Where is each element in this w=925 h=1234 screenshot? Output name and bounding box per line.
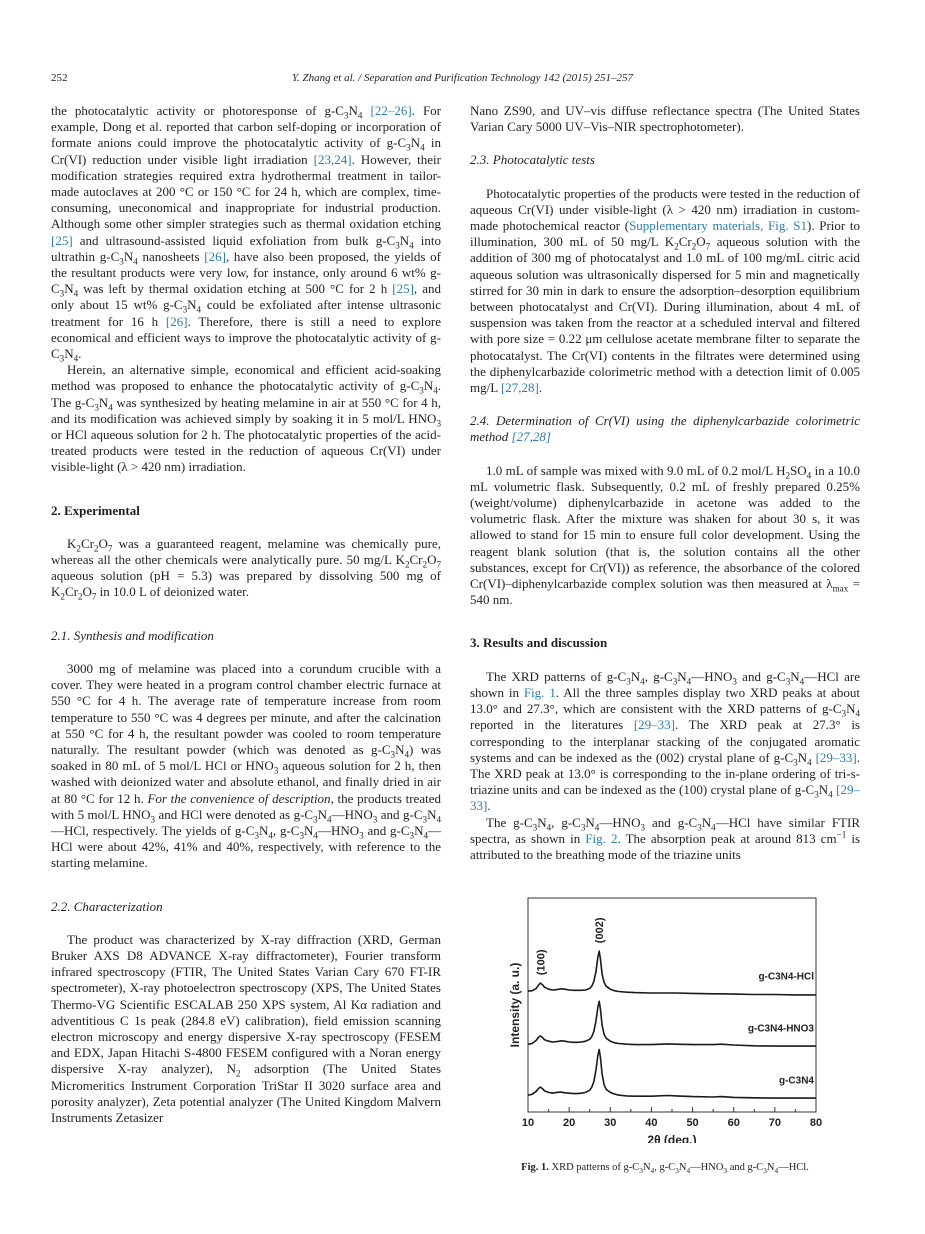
photocatalytic-tests-paragraph: Photocatalytic properties of the products were tested in the reduction of aqueous Cr(VI) under visible-light (λ > 420 nm) irradiation in custom-made photochemical reactor (Supplementary materials, Fig. S1). Prior to illumination, 300 mL of 50 mg/L $K_2Cr_2O_7$ aqueous solution with the addition of 300 mg of photocatalyst and 1.0 mL of 100 mg/mL citric acid aqueous solution was ultrasonically dispersed for 5 min and magnetically stirred for 30 min in dark to ensure the adsorption–desorption equilibrium between photocatalyst and Cr(VI). During illumination, about 4 mL of suspension was taken from the reactor at a scheduled interval and filtered with pore size = 0.22 μm cellulose acetate membrane filter to separate the photocatalyst. The Cr(VI) contents in the filtrates were determined using the diphenylcarbazide colorimetric method with a detection limit of 0.005 mg/L [27,28].: [470, 185, 860, 396]
section-heading-experimental: 2. Experimental: [51, 502, 140, 518]
subsection-heading-synthesis: 2.1. Synthesis and modification: [51, 627, 214, 643]
figure-caption: [470, 1162, 860, 1176]
subsection-heading-photocatalytic-tests: 2.3. Photocatalytic tests: [470, 152, 595, 168]
citation-link[interactable]: [26]: [165, 313, 188, 329]
figure-caption-text: XRD patterns of $g-C_3N_4$, $g-C_3N_4—HNO_3$ and $g-C_3N_4—HCl$.: [548, 1162, 809, 1176]
trace-labels: [748, 972, 815, 1087]
citation-link[interactable]: [29–33]: [815, 749, 857, 765]
peak-labels: [535, 917, 606, 975]
trace-g-c3n4: [528, 1050, 816, 1099]
intro-paragraph-2: Herein, an alternative simple, economical and efficient acid-soaking method was proposed to enhance the photocatalytic activity of $g-C_3N_4$. The $g-C_3N_4$ was synthesized by heating melamine in air at 550 °C for 4 h, and its modification was achieved simply by soaking it in 5 mol/L $HNO_3$ or HCl aqueous solution for 2 h. The photocatalytic properties of the acid-treated products were tested in the reduction of aqueous Cr(VI) under visible-light (λ > 420 nm) irradiation.: [51, 362, 441, 475]
peak-label: (100): [535, 949, 548, 976]
characterization-paragraph-continued: Nano ZS90, and UV–vis diffuse reflectance spectra (The United States Varian Cary 5000 UV–Vis–NIR spectrophotometer).: [470, 103, 860, 135]
page-number: 252: [51, 72, 68, 84]
results-paragraph-1: The XRD patterns of $g-C_3N_4$, $g-C_3N_4—HNO_3$ and $g-C_3N_4—HCl$ are shown in Fig. 1. All the three samples display two XRD peaks at about 13.0° and 27.3°, which are consistent with the XRD patterns of $g-C_3N_4$ reported in the literatures [29–33]. The XRD peak at 27.3° is corresponding to the interplanar stacking of the conjugated aromatic systems and can be indexed as the (002) crystal plane of $g-C_3N_4$ [29–33]. The XRD peak at 13.0° is corresponding to the in-plane ordering of tri-s-triazine units and can be indexed as the (100) crystal plane of $g-C_3N_4$ [29–33].: [470, 668, 861, 814]
x-tick-label: 70: [768, 1117, 781, 1129]
citation-link[interactable]: [22–26]: [370, 103, 412, 118]
figure-caption-label: Fig. 1.: [521, 1162, 549, 1173]
intro-paragraph-1: the photocatalytic activity or photoresponse of $g-C_3N_4$ [22–26]. For example, Dong et al. reported that carbon self-doping or incorporation of formate anions could improve the photocatalytic activity of $g-C_3N_4$ in Cr(VI) reduction under visible light irradiation [23,24]. However, their modification strategies required extra hydrothermal treatment in tailor-made autoclaves at 200 °C or 150 °C for 24 h, which are complex, time-consuming, uneconomical and inappropriate for industrial production. Although some other simpler strategies such as thermal oxidation etching [25] and ultrasound-assisted liquid exfoliation from bulk $g-C_3N_4$ into ultrathin $g-C_3N_4$ nanosheets [26], have also been proposed, the yields of the resultant products were very low, for instance, only around 6 wt% $g-C_3N_4$ was left by thermal oxidation etching at 500 °C for 2 h [25], and only about 15 wt% $g-C_3N_4$ could be exfoliated after intense ultrasonic treatment for 16 h [26]. Therefore, there is still a need to explore economical and efficient ways to improve the photocatalytic activity of $g-C_3N_4$.: [51, 103, 442, 364]
subsection-heading-characterization: 2.2. Characterization: [51, 898, 163, 914]
x-tick-label: 50: [686, 1117, 699, 1129]
subsection-heading-determination: 2.4. Determination of Cr(VI) using the diphenylcarbazide colorimetric method [27,28]: [470, 413, 860, 445]
x-axis-ticks: [522, 1107, 822, 1129]
citation-link[interactable]: [29–33]: [633, 717, 675, 733]
results-paragraph-2: The $g-C_3N_4$, $g-C_3N_4—HNO_3$ and $g-C_3N_4—HCl$ have similar FTIR spectra, as shown in Fig. 2. The absorption peak at around 813 $cm^{-1}$ is attributed to the breathing mode of the triazine units: [470, 814, 861, 862]
citation-link[interactable]: [29–33]: [470, 782, 861, 814]
y-axis-label: Intensity (a. u.): [508, 962, 522, 1048]
x-tick-label: 20: [563, 1117, 576, 1129]
plot-frame: [528, 898, 816, 1112]
x-tick-label: 30: [604, 1117, 617, 1129]
x-tick-label: 10: [521, 1117, 535, 1129]
citation-link[interactable]: [26]: [204, 248, 226, 264]
left-column: [51, 103, 441, 1126]
running-header: Y. Zhang et al. / Separation and Purification Technology 142 (2015) 251–257: [291, 72, 634, 84]
citation-link[interactable]: Supplementary materials, Fig. S1: [629, 218, 807, 234]
figure-1-xrd-chart: [500, 893, 830, 1143]
section-heading-results: 3. Results and discussion: [470, 635, 608, 651]
trace-label: g-C3N4: [778, 1075, 814, 1087]
citation-link[interactable]: [25]: [392, 281, 414, 297]
characterization-paragraph: The product was characterized by X-ray diffraction (XRD, German Bruker AXS D8 ADVANCE X-ray diffractometer), Fourier transform infrared spectroscopy (FTIR, The United States Varian Cary 670 FT-IR spectrometer), X-ray photoelectron spectroscopy (XPS, The United States Thermo-VG Scientific ESCALAB 250 XPS system, Al Kα radiation and adventitious C 1s peak (284.8 eV) calibration), field emission scanning electron microscopy and energy dispersive X-ray spectroscopy (FESEM and EDX, Japan Hitachi S-4800 FESEM configured with a Noran energy dispersive X-ray analyzer), $N_2$ adsorption (The United States Micromeritics Instrument Corporation TriStar II 3020 surface area and porosity analyzer), Zeta potential analyzer (The United Kingdom Malvern Instruments Zetasizer: [51, 931, 442, 1125]
citation-link[interactable]: [23,24]: [313, 151, 352, 167]
citation-link[interactable]: [27,28]: [511, 429, 551, 445]
synthesis-paragraph: 3000 mg of melamine was placed into a corundum crucible with a cover. They were heated in a program control chamber electric furnace at 550 °C for 4 h. The average rate of temperature increase from room temperature to 550 °C was 4 degrees per minute, and after the calcination at 550 °C for 4 h, the resultant powder was cooled to room temperature naturally. The resultant powder (which was denoted as $g-C_3N_4$) was soaked in 80 mL of 5 mol/L HCl or $HNO_3$ aqueous solution for 2 h, then washed with deionized water and absolute ethanol, and finally dried in air at 80 °C for 12 h. For the convenience of description, the products treated with 5 mol/L $HNO_3$ and HCl were denoted as $g-C_3N_4—HNO_3$ and $g-C_3N_4—HCl$, respectively. The yields of $g-C_3N_4$, $g-C_3N_4—HNO_3$ and $g-C_3N_4—HCl$ were about 42%, 41% and 40%, respectively, with reference to the starting melamine.: [51, 660, 442, 871]
experimental-paragraph: $K_2Cr_2O_7$ was a guaranteed reagent, melamine was chemically pure, whereas all the other chemicals were analytically pure. 50 mg/L $K_2Cr_2O_7$ aqueous solution (pH = 5.3) was prepared by dissolving 500 mg of $K_2Cr_2O_7$ in 10.0 L of deionized water.: [51, 535, 441, 603]
determination-paragraph: 1.0 mL of sample was mixed with 9.0 mL of 0.2 mol/L $H_2SO_4$ in a 10.0 mL volumetric flask. Subsequently, 0.2 mL of freshly prepared 0.25% (weight/volume) diphenylcarbazide in acetone was added to the volumetric flask. After the mixture was shaken for about 30 s, it was allowed to stand for 15 min to ensure full color development. Using the reagent blank solution (that is, the solution contains all the other substances, except for Cr(VI)) as reference, the absorbance of the colored Cr(VI)–diphenylcarbazide complex solution was then measured at $\lambda_{max} = 540$ nm.: [470, 462, 860, 608]
citation-link[interactable]: [27,28]: [500, 380, 539, 396]
citation-link[interactable]: [25]: [51, 232, 73, 248]
citation-link[interactable]: Fig. 1: [523, 684, 556, 700]
x-tick-label: 60: [727, 1117, 740, 1129]
trace-label: g-C3N4-HNO3: [747, 1023, 814, 1035]
trace-label: g-C3N4-HCl: [758, 971, 814, 983]
peak-label: (002): [594, 917, 607, 944]
right-column: [470, 103, 860, 863]
x-tick-label: 80: [809, 1117, 823, 1129]
x-tick-label: 40: [645, 1117, 658, 1129]
citation-link[interactable]: Fig. 2: [585, 830, 618, 846]
xrd-chart-svg: [500, 893, 830, 1143]
x-axis-label: 2θ (deg.): [647, 1133, 697, 1143]
